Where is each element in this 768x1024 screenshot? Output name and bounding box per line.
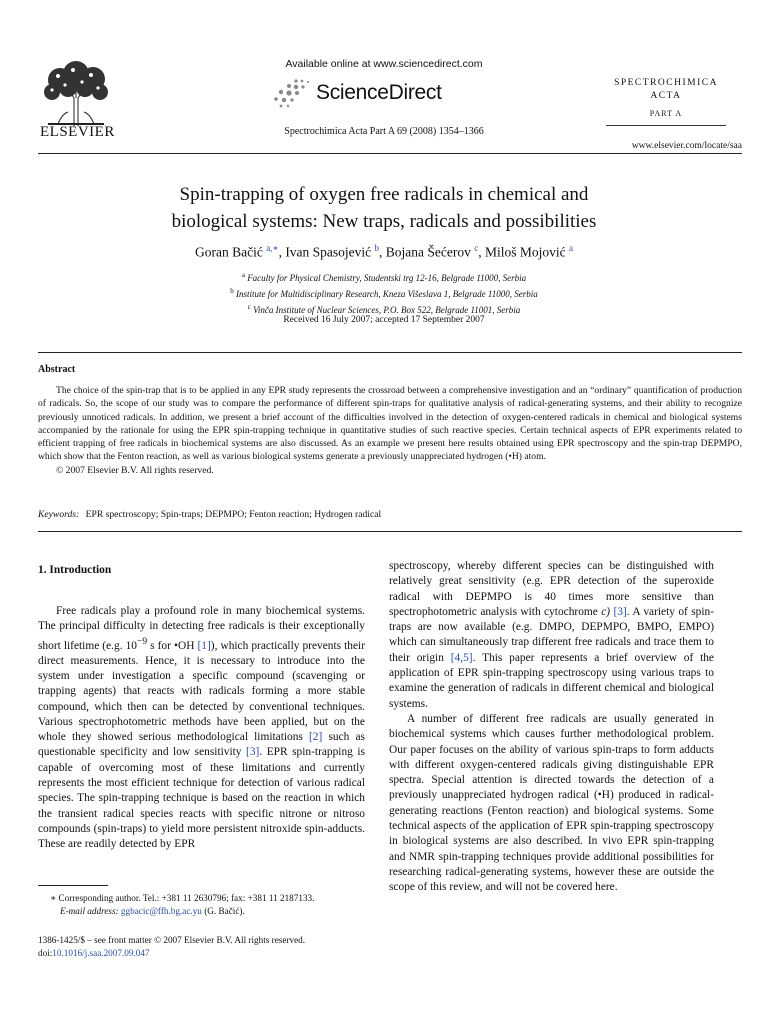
abstract-text: The choice of the spin-trap that is to be applied in any EPR study represents the crossroad between a comprehensive investigation and an “ordinary” quantification of production of radicals. So, the scope of our study was to compare the performance of different spin-traps for qualitative analysis of radical-generating systems, and their ability to recognize previously unnoticed radicals. In addition, we present a brief account of the difficulties involved in the detection of oxygen-centered radicals in chemical and biological systems accompanied by the rationale for using the EPR spin-trapping technique in quantitative studies of such reactive species. Certain technical aspects of EPR experiments related to efficient trapping of free radicals in biochemical systems are also discussed. As an example we present here results obtained using EPR spectroscopy and the spin-trap DEPMPO, which show that the Fenton reaction, as well as various biological systems generate a previously unappreciated hydrogen (•H) atom. (38, 385, 742, 463)
keywords-list: EPR spectroscopy; Spin-traps; DEPMPO; Fenton reaction; Hydrogen radical (85, 509, 382, 520)
header-divider (38, 153, 742, 154)
abstract-body (38, 384, 742, 477)
publisher-name: ELSEVIER (40, 124, 115, 140)
author-affiliation-mark[interactable]: a,∗ (266, 243, 279, 253)
email-label: E-mail address: (60, 906, 119, 916)
title-line-1: Spin-trapping of oxygen free radicals in chemical and (179, 184, 589, 205)
affiliation-item (0, 285, 768, 301)
affiliation-text: Institute for Multidisciplinary Research, Kneza Višeslava 1, Belgrade 11000, Serbia (235, 289, 538, 299)
affiliation-mark: b (230, 287, 234, 295)
citation-link[interactable]: [4,5] (450, 651, 473, 664)
journal-url-link[interactable]: www.elsevier.com/locate/saa (631, 141, 742, 151)
affiliation-item (0, 269, 768, 285)
doi-line (38, 947, 378, 960)
sciencedirect-wordmark: ScienceDirect (316, 81, 442, 104)
corresponding-author-note: ∗ Corresponding author. Tel.: +381 11 2630796; fax: +381 11 2187133. (50, 893, 315, 903)
left-column (38, 604, 365, 853)
received-dates: Received 16 July 2007; accepted 17 September 2007 (283, 315, 485, 325)
affiliation-text: Faculty for Physical Chemistry, Studentski trg 12-16, Belgrade 11000, Serbia (247, 273, 527, 283)
intro-paragraph-continued: spectroscopy, whereby different species can be distinguished with relatively great sensitivity (e.g. EPR detection of the superoxide radical with DEPMPO is 40 times more sensitive than spectrophotometric analysis with cytochrome c) [3]. A variety of spin-traps are now available (e.g. DMPO, DEPMPO, BMPO, EMPO) which can simultaneously trap different free radicals and trace them to their origin [4,5]. This paper represents a brief overview of the application of EPR spin-trapping spectroscopy using various traps to examine the generation of radicals in different chemical and biological systems. (389, 560, 714, 710)
section-heading-introduction: 1. Introduction (38, 564, 112, 576)
sciencedirect-dots-icon (272, 78, 312, 108)
masthead-divider (606, 125, 726, 126)
doi-label: doi: (38, 948, 53, 958)
email-suffix: (G. Bačić). (201, 906, 245, 916)
title-line-2: biological systems: New traps, radicals and possibilities (171, 211, 597, 232)
affiliation-mark: c (247, 303, 251, 311)
citation-link[interactable]: [2] (309, 731, 323, 744)
intro-paragraph: Free radicals play a profound role in many biochemical systems. The principal difficulty in detecting free radicals is their exceptionally short lifetime (e.g. $10^{-9}$ s for •OH [1]), which practically prevents their direct measurements. Hence, it is necessary to introduce into the system under investigation a specific compound (scavenging or trapping agents) that reacts with radicals forming a more stable compound, which then can be detected by conventional techniques. Various spectrophotometric methods have been applied, but on the whole they showed serious methodological limitations [2] such as questionable specificity and low sensitivity [3]. EPR spin-trapping is capable of overcoming most of these limitations and currently represents the most efficient technique for detection of various radical species. The spin-trapping technique is based on the reaction in which the transient radical species reacts with specific nitrone or nitroso compounds (spin-traps) to yield more persistent nitroxide spin-adducts. These are readily detected by EPR (38, 605, 365, 851)
journal-masthead (606, 77, 726, 120)
journal-name-line1: SPECTROCHIMICA (614, 78, 718, 88)
author-name: Ivan Spasojević (285, 244, 372, 260)
author-list: Goran Bačić $^{a,∗}$, Ivan Spasojević $^b$, Bojana Šećerov $^c$, Miloš Mojović $^a$ (194, 243, 574, 260)
affiliation-text: Vinča Institute of Nuclear Sciences, P.O. Box 522, Belgrade 11001, Serbia (253, 305, 521, 315)
journal-part: PART A (649, 109, 683, 118)
author-name: Bojana Šećerov (385, 244, 471, 260)
author-affiliation-mark[interactable]: b (374, 243, 380, 253)
citation-link[interactable]: [3] (613, 605, 627, 618)
citation-link[interactable]: [1] (197, 639, 211, 652)
intro-paragraph: A number of different free radicals are usually generated in biochemical systems which causes further methodological problem. Our paper focuses on the ability of various spin-traps to form adducts with different oxygen-centered radicals giving distinguishable EPR spectra. Special attention is directed towards the detection of a previously unappreciated hydrogen radical (•H) produced in radical-generating reactions (Fenton reaction) and biological systems. Some technical aspects of the application of EPR spin-trapping spectroscopy in biological systems are also described. In vivo EPR spin-trapping and NMR spin-trapping techniques provide additional possibilities for researching radical-generating systems, however these are outside the scope of this review, and will not be covered here. (389, 712, 714, 894)
citation-link[interactable]: [3] (246, 746, 260, 759)
email-link[interactable]: ggbacic@ffh.bg.ac.yu (120, 906, 202, 916)
footnote-divider (38, 885, 108, 886)
keywords-label: Keywords: (38, 509, 80, 520)
author-name: Goran Bačić (194, 244, 263, 260)
author-name: Miloš Mojović (485, 244, 566, 260)
author-affiliation-mark[interactable]: c (474, 243, 479, 253)
issn-doi-block (38, 934, 378, 960)
abstract-divider (38, 531, 742, 532)
doi-link[interactable]: 10.1016/j.saa.2007.09.047 (52, 948, 150, 958)
right-column (389, 559, 714, 896)
journal-name-line2: ACTA (650, 91, 682, 101)
author-affiliation-mark[interactable]: a (569, 243, 574, 253)
email-line (50, 905, 370, 918)
affiliation-list (0, 269, 768, 317)
sciencedirect-logo (272, 78, 442, 108)
issn-line: 1386-1425/$ – see front matter © 2007 Elsevier B.V. All rights reserved. (38, 935, 306, 945)
title-divider (38, 352, 742, 353)
article-title (60, 181, 708, 235)
journal-reference: Spectrochimica Acta Part A 69 (2008) 1354–1366 (284, 126, 484, 137)
available-online-text: Available online at www.sciencedirect.com (285, 58, 483, 70)
abstract-copyright: © 2007 Elsevier B.V. All rights reserved. (56, 464, 214, 476)
affiliation-mark: a (241, 271, 245, 279)
footnote-block (50, 892, 370, 918)
keywords-line (38, 509, 742, 520)
abstract-heading: Abstract (38, 364, 76, 375)
